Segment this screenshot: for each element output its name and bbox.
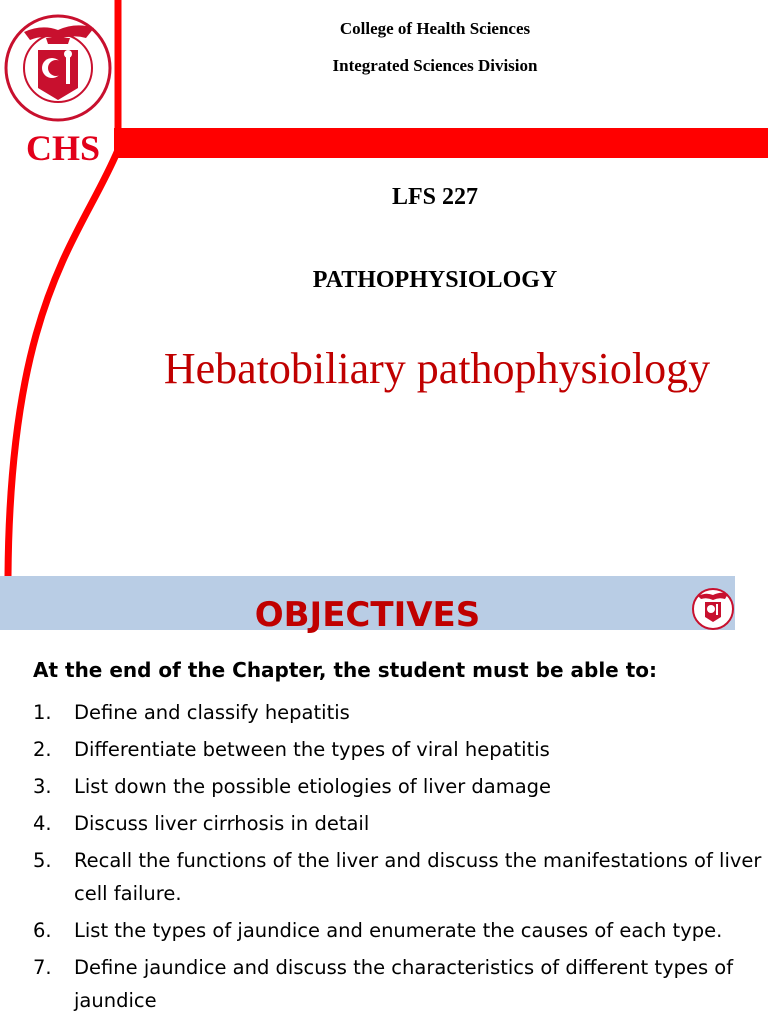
list-item — [33, 844, 763, 910]
objectives-intro: At the end of the Chapter, the student must be able to: — [33, 658, 657, 682]
list-item-number: 3. — [33, 775, 52, 798]
objectives-slide — [0, 576, 768, 1024]
list-item-number: 5. — [33, 849, 52, 872]
list-item — [33, 914, 763, 947]
list-item — [33, 807, 763, 840]
subject-name: PATHOPHYSIOLOGY — [312, 267, 558, 293]
list-item — [33, 770, 763, 803]
list-item-number: 1. — [33, 701, 52, 724]
college-crest-icon — [2, 4, 114, 124]
division-name: Integrated Sciences Division — [332, 56, 538, 75]
list-item-text: List down the possible etiologies of liver damage — [74, 775, 552, 798]
objectives-banner — [0, 576, 735, 635]
list-item — [33, 696, 763, 729]
college-name: College of Health Sciences — [339, 19, 531, 38]
list-item-number: 4. — [33, 812, 52, 835]
list-item-text: Define jaundice and discuss the characteristics of different types of jaundice — [74, 956, 734, 1012]
list-item-text: List the types of jaundice and enumerate the causes of each type. — [74, 919, 723, 942]
objectives-heading: OBJECTIVES — [254, 595, 481, 635]
list-item-number: 2. — [33, 738, 52, 761]
lecture-title: Hebatobiliary pathophysiology — [163, 344, 711, 393]
list-item — [33, 733, 763, 766]
list-item — [33, 951, 763, 1017]
list-item-number: 6. — [33, 919, 52, 942]
college-crest-icon — [690, 584, 736, 630]
course-code: LFS 227 — [391, 184, 478, 210]
college-abbreviation: CHS — [26, 128, 101, 168]
red-header-band — [114, 128, 768, 158]
list-item-text: Define and classify hepatitis — [74, 701, 350, 724]
objectives-list — [33, 696, 763, 1021]
list-item-number: 7. — [33, 956, 52, 979]
list-item-text: Differentiate between the types of viral hepatitis — [74, 738, 550, 761]
list-item-text: Recall the functions of the liver and discuss the manifestations of liver cell failure. — [74, 849, 762, 905]
list-item-text: Discuss liver cirrhosis in detail — [74, 812, 370, 835]
